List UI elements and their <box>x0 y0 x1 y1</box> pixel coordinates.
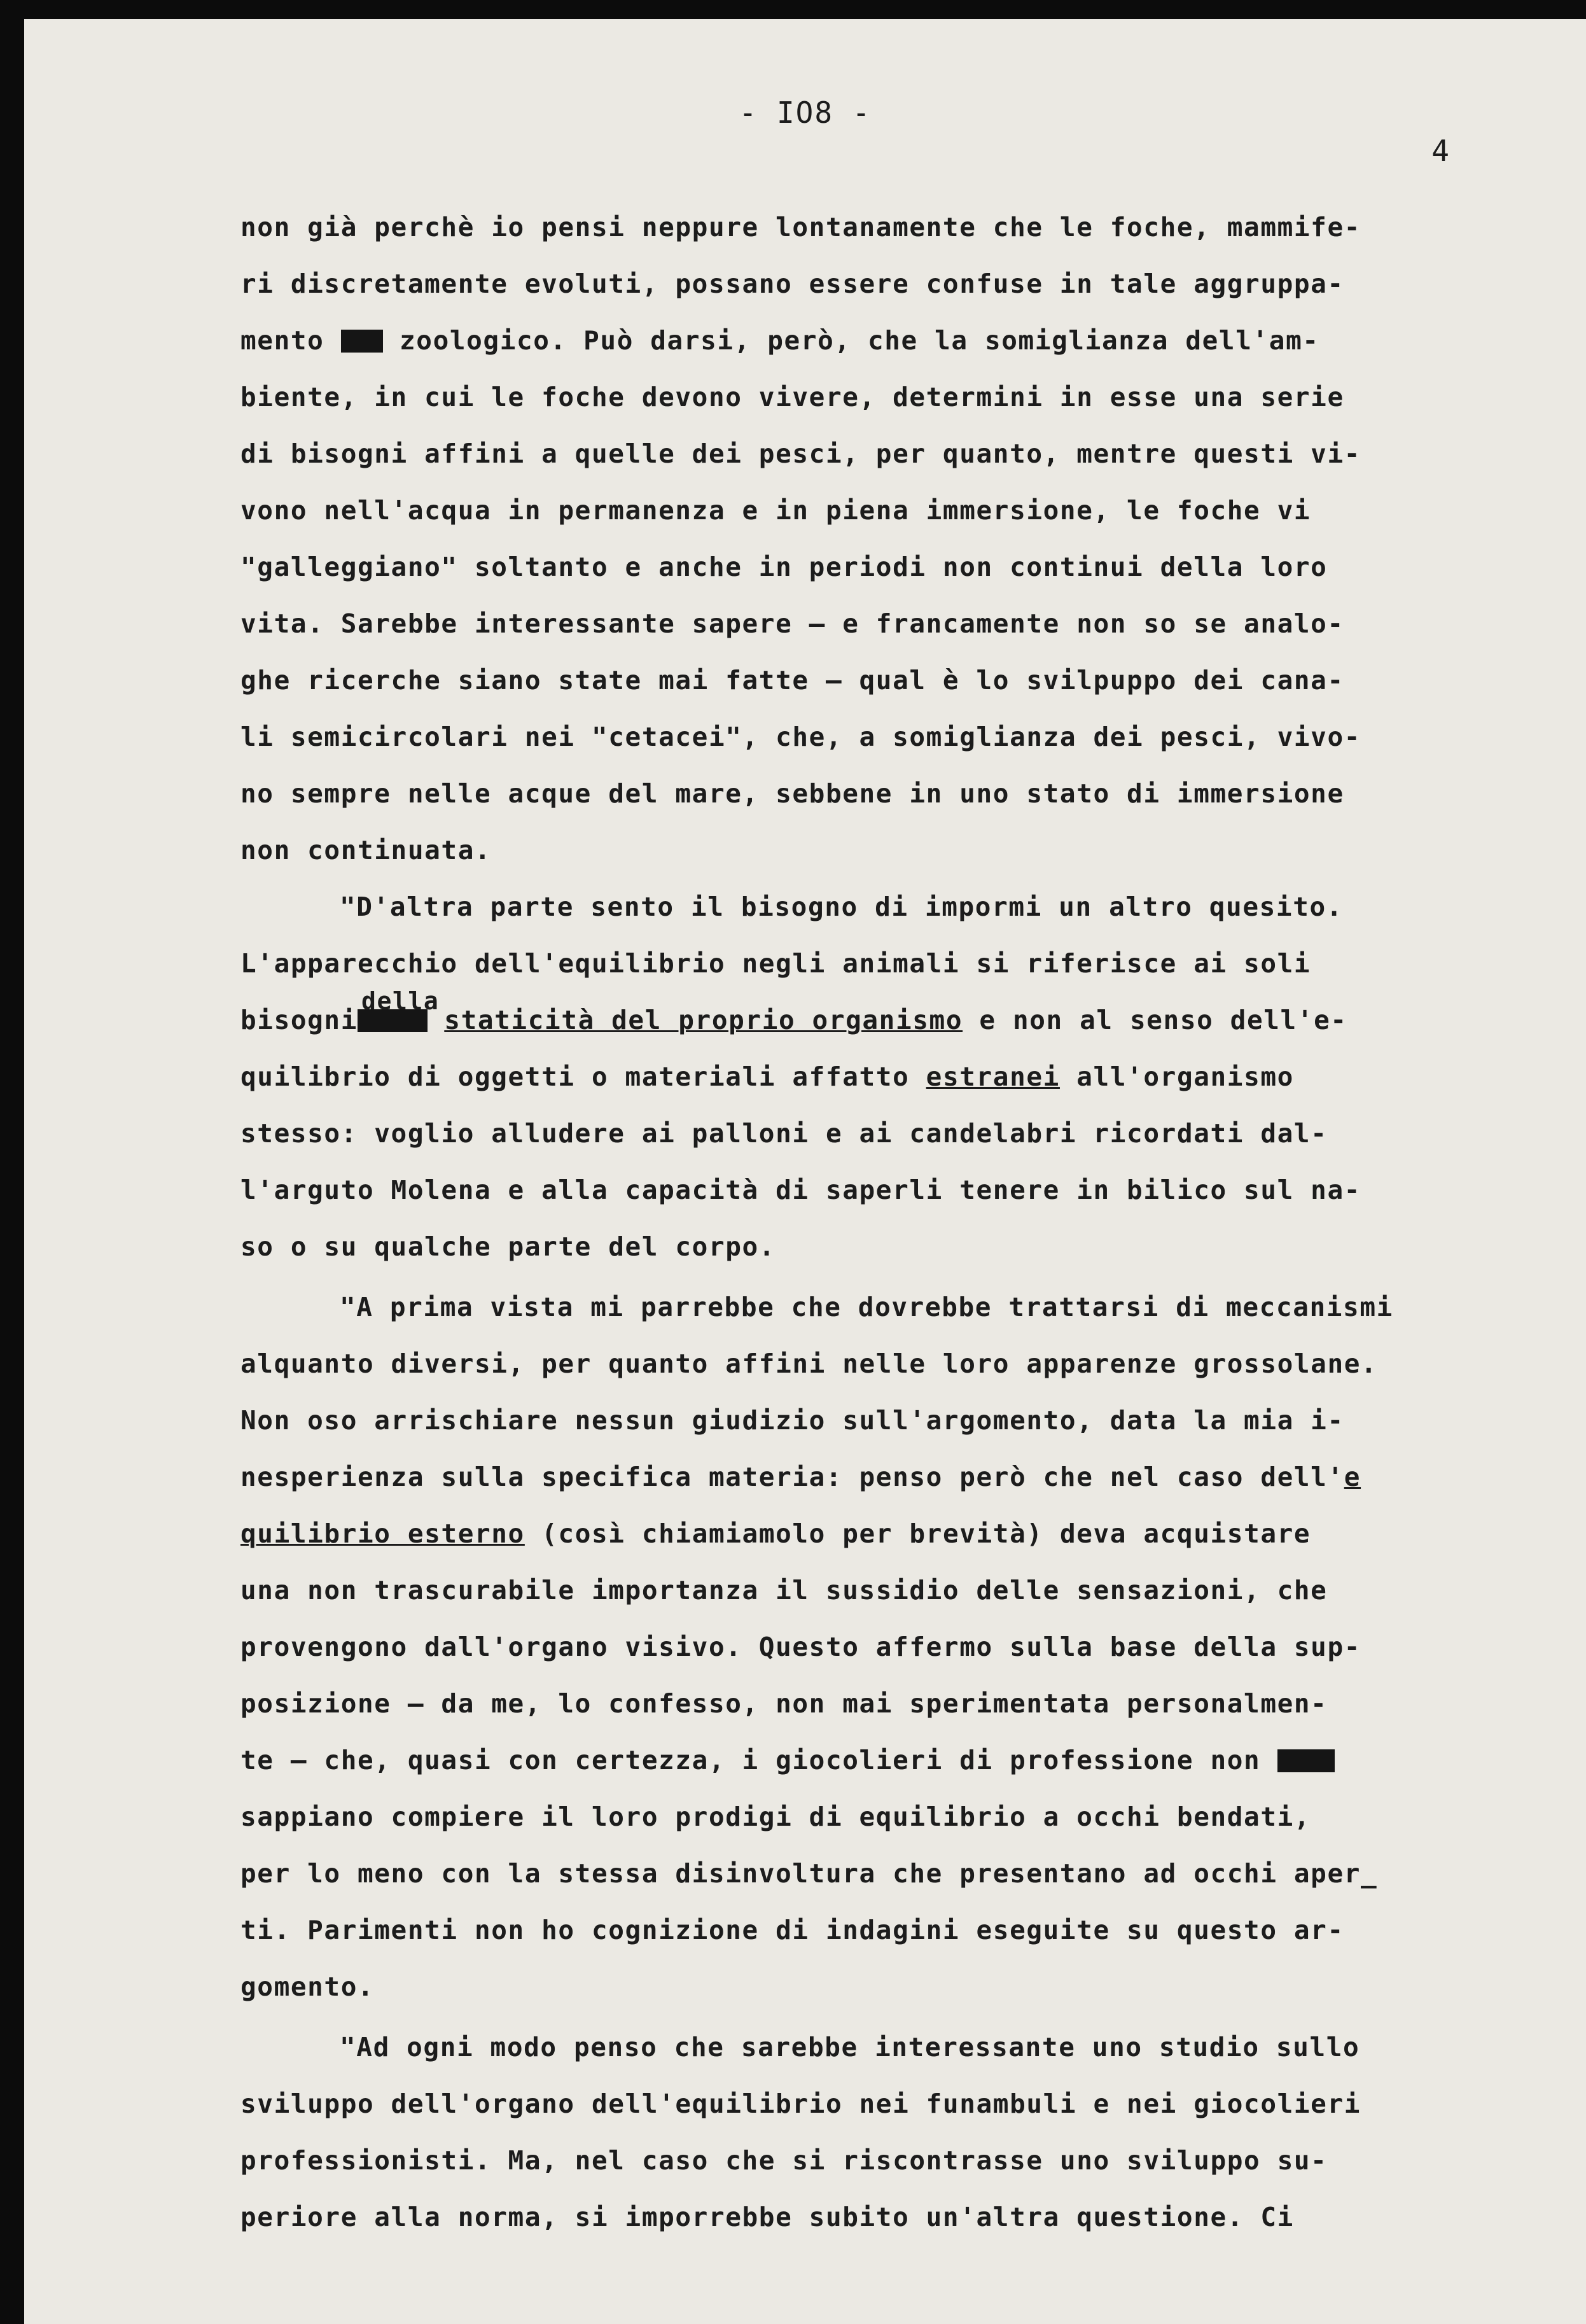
text-line: ghe ricerche siano state mai fatte — qual è lo svilpuppo dei cana- <box>240 665 1344 696</box>
text-line: "Ad ogni modo penso che sarebbe interessante uno studio sullo <box>340 2032 1360 2062</box>
text-fragment: dal- <box>1260 1118 1328 1149</box>
redaction-mark <box>341 330 383 353</box>
text-line: gomento. <box>240 1971 375 2002</box>
underlined-text: staticità del proprio organismo <box>444 1005 963 1035</box>
text-fragment: mento <box>240 325 324 356</box>
body-text <box>240 199 1570 2246</box>
text-line: per lo meno con la stessa disinvoltura che presentano ad occhi aper_ <box>240 1858 1378 1889</box>
text-line: non continuata. <box>240 835 492 865</box>
text-line: una non trascurabile importanza il sussidio delle sensazioni, che <box>240 1575 1328 1606</box>
typewritten-page <box>24 19 1586 2324</box>
text-line <box>240 987 1570 1049</box>
text-fragment: bisogni <box>240 1005 358 1035</box>
text-line: ti. Parimenti non ho cognizione di indagini eseguite su questo ar- <box>240 1915 1344 1945</box>
text-line: vita. Sarebbe interessante sapere — e francamente non so se analo- <box>240 608 1344 639</box>
text-fragment: stesso: voglio alludere ai palloni e ai candelabri ricordati <box>240 1118 1244 1149</box>
text-line: professionisti. Ma, nel caso che si riscontrasse uno sviluppo su- <box>240 2145 1328 2176</box>
text-line: di bisogni affini a quelle dei pesci, per quanto, mentre questi vi- <box>240 438 1361 469</box>
text-line <box>240 1506 1570 1562</box>
text-line: vono nell'acqua in permanenza e in piena immersione, le foche vi <box>240 495 1311 526</box>
text-line <box>240 1449 1570 1506</box>
text-line: Non oso arrischiare nessun giudizio sull'argomento, data la mia i- <box>240 1405 1344 1436</box>
text-fragment: te — che, quasi con certezza, i giocolieri di professione non <box>240 1745 1261 1775</box>
text-line <box>240 1732 1570 1789</box>
text-line: sappiano compiere il loro prodigi di equilibrio a occhi bendati, <box>240 1802 1311 1832</box>
text-line <box>240 1049 1570 1105</box>
text-line: "A prima vista mi parrebbe che dovrebbe trattarsi di meccanismi <box>340 1292 1393 1322</box>
page-number: - IO8 - <box>739 95 872 130</box>
text-fragment: all'organismo <box>1076 1061 1294 1092</box>
interlinear-correction: della <box>361 987 440 1015</box>
text-line: "D'altra parte sento il bisogno di impormi un altro quesito. <box>340 892 1344 922</box>
text-line: sviluppo dell'organo dell'equilibrio nei funambuli e nei giocolieri <box>240 2089 1361 2119</box>
text-line: so o su qualche parte del corpo. <box>240 1231 776 1262</box>
text-line: biente, in cui le foche devono vivere, determini in esse una serie <box>240 382 1344 412</box>
sheet-number: 4 <box>1431 134 1449 168</box>
text-line: l'arguto Molena e alla capacità di saperli tenere in bilico sul na- <box>240 1175 1361 1205</box>
text-line: li semicircolari nei "cetacei", che, a somiglianza dei pesci, vivo- <box>240 722 1361 752</box>
text-line <box>240 1105 1570 1162</box>
text-line: no sempre nelle acque del mare, sebbene in uno stato di immersione <box>240 778 1344 809</box>
redaction-mark <box>1277 1749 1335 1772</box>
text-fragment: e non al senso dell'e- <box>979 1005 1347 1035</box>
underlined-text: quilibrio esterno <box>240 1518 525 1549</box>
underlined-text: e <box>1344 1462 1361 1492</box>
text-fragment: nesperienza sulla specifica materia: penso però che nel caso dell' <box>240 1462 1344 1492</box>
text-line: periore alla norma, si imporrebbe subito un'altra questione. Ci <box>240 2202 1294 2232</box>
text-line <box>240 312 1570 369</box>
underlined-text: estranei <box>926 1061 1060 1092</box>
text-line: non già perchè io pensi neppure lontanamente che le foche, mammife- <box>240 212 1361 242</box>
text-line: "galleggiano" soltanto e anche in periodi non continui della loro <box>240 552 1328 582</box>
text-line: alquanto diversi, per quanto affini nelle loro apparenze grossolane. <box>240 1348 1378 1379</box>
text-fragment: (così chiamiamolo per brevità) deva acquistare <box>541 1518 1311 1549</box>
text-fragment: quilibrio di oggetti o materiali affatto <box>240 1061 910 1092</box>
text-line: provengono dall'organo visivo. Questo affermo sulla base della sup- <box>240 1632 1361 1662</box>
text-line: L'apparecchio dell'equilibrio negli animali si riferisce ai soli <box>240 948 1311 979</box>
text-fragment: zoologico. Può darsi, però, che la somiglianza dell'am- <box>400 325 1319 356</box>
text-line: posizione — da me, lo confesso, non mai sperimentata personalmen- <box>240 1688 1328 1719</box>
text-line: ri discretamente evoluti, possano essere confuse in tale aggruppa- <box>240 269 1344 299</box>
